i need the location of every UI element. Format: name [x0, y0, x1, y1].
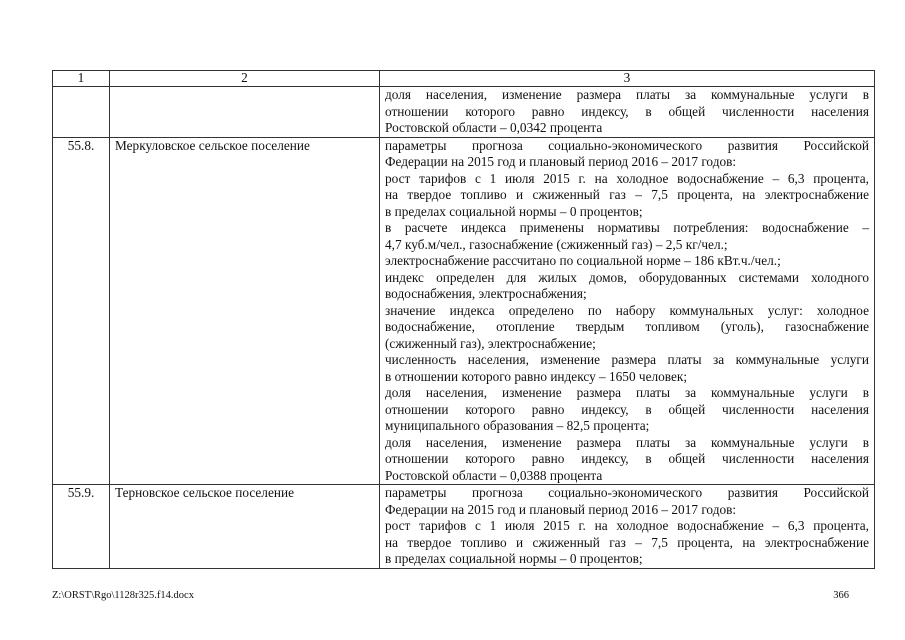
- settlement-name: Меркуловское сельское поселение: [110, 137, 380, 485]
- text-line: численность населения, изменение размера платы за коммунальные услуги: [385, 352, 869, 367]
- text-line: в пределах социальной нормы – 0 процентов;: [385, 203, 643, 219]
- text-line: в расчете индекса применены нормативы потребления: водоснабжение –: [385, 220, 869, 235]
- text-line: отношении которого равно индексу, в общей численности населения: [385, 103, 869, 119]
- header-col-3: 3: [380, 71, 875, 87]
- text-line: на твердое топливо и сжиженный газ – 7,5 процента, на электроснабжение: [385, 187, 869, 202]
- text-line: на твердое топливо и сжиженный газ – 7,5 процента, на электроснабжение: [385, 534, 869, 550]
- text-line: 4,7 куб.м/чел., газоснабжение (сжиженный газ) – 2,5 кг/чел.;: [385, 236, 728, 252]
- text-line: водоснабжение, отопление твердым топливом (уголь), газоснабжение: [385, 319, 869, 334]
- text-line: Федерации на 2015 год и плановый период 2016 – 2017 годов:: [385, 154, 737, 169]
- text-line: доля населения, изменение размера платы за коммунальные услуги в: [385, 87, 869, 102]
- header-col-2: 2: [110, 71, 380, 87]
- row-number: [53, 87, 110, 138]
- footer-page-number: 366: [833, 590, 849, 601]
- settlement-name: [110, 87, 380, 138]
- text-line: отношении которого равно индексу, в общей численности населения: [385, 451, 869, 466]
- text-line: рост тарифов с 1 июля 2015 г. на холодное водоснабжение – 6,3 процента,: [385, 170, 869, 186]
- text-line: Ростовской области – 0,0342 процента: [385, 120, 603, 135]
- settlement-name: Терновское сельское поселение: [110, 485, 380, 569]
- table-row: [53, 137, 875, 485]
- row-number: 55.8.: [53, 137, 110, 485]
- text-line: в отношении которого равно индексу – 1650 человек;: [385, 368, 688, 384]
- data-table: [52, 70, 875, 569]
- table-row: [53, 485, 875, 569]
- text-line: индекс определен для жилых домов, оборудованных системами холодного: [385, 269, 869, 285]
- text-line: в пределах социальной нормы – 0 процентов;: [385, 551, 643, 566]
- text-line: доля населения, изменение размера платы за коммунальные услуги в: [385, 434, 869, 450]
- text-line: доля населения, изменение размера платы за коммунальные услуги в: [385, 385, 869, 400]
- table-body: [53, 87, 875, 569]
- text-line: водоснабжения, электроснабжения;: [385, 286, 587, 301]
- text-line: значение индекса определено по набору коммунальных услуг: холодное: [385, 302, 869, 318]
- text-line: параметры прогноза социально-экономического развития Российской: [385, 485, 869, 500]
- text-line: отношении которого равно индексу, в общей численности населения: [385, 401, 869, 417]
- text-line: Федерации на 2015 год и плановый период 2016 – 2017 годов:: [385, 501, 737, 517]
- text-line: электроснабжение рассчитано по социальной норме – 186 кВт.ч./чел.;: [385, 253, 781, 268]
- header-col-1: 1: [53, 71, 110, 87]
- footer-file-path: Z:\ORST\Rgo\1128r325.f14.docx: [52, 590, 194, 601]
- table-row: [53, 87, 875, 138]
- text-line: муниципального образования – 82,5 процента;: [385, 418, 650, 433]
- text-line: (сжиженный газ), электроснабжение;: [385, 335, 596, 351]
- text-line: параметры прогноза социально-экономического развития Российской: [385, 137, 869, 153]
- row-number: 55.9.: [53, 485, 110, 569]
- text-line: Ростовской области – 0,0388 процента: [385, 467, 603, 483]
- description-cell: [380, 137, 875, 485]
- description-cell: [380, 87, 875, 138]
- text-line: рост тарифов с 1 июля 2015 г. на холодное водоснабжение – 6,3 процента,: [385, 518, 869, 533]
- description-cell: [380, 485, 875, 569]
- header-row: [53, 71, 875, 87]
